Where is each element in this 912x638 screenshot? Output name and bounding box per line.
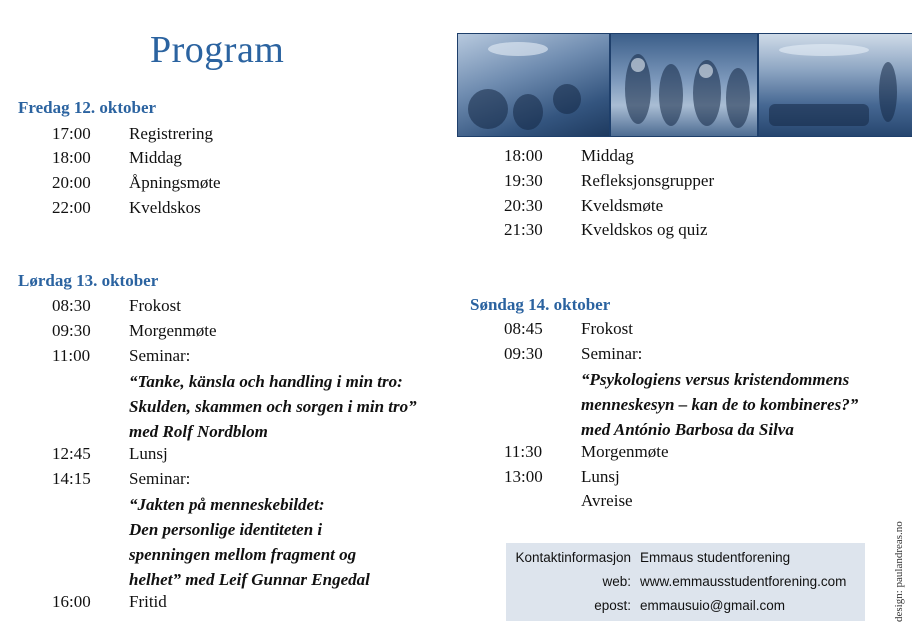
web-link[interactable]: www.emmausstudentforening.com bbox=[640, 574, 847, 589]
time: 11:30 bbox=[504, 442, 543, 461]
seminar-line: spenningen mellom fragment og bbox=[129, 545, 357, 564]
activity: Seminar: bbox=[129, 469, 191, 488]
activity: Middag bbox=[581, 146, 634, 165]
contact-box bbox=[506, 543, 865, 621]
time: 13:00 bbox=[504, 467, 543, 486]
time: 08:45 bbox=[504, 319, 543, 338]
activity: Refleksjonsgrupper bbox=[581, 171, 715, 190]
time: 11:00 bbox=[52, 346, 91, 365]
time: 09:30 bbox=[52, 321, 91, 340]
photo-strip bbox=[457, 33, 912, 137]
activity: Åpningsmøte bbox=[129, 173, 221, 192]
time: 16:00 bbox=[52, 592, 91, 611]
activity: Kveldsmøte bbox=[581, 196, 664, 215]
time: 08:30 bbox=[52, 296, 91, 315]
activity: Frokost bbox=[581, 319, 633, 338]
activity: Registrering bbox=[129, 124, 214, 143]
time: 22:00 bbox=[52, 198, 91, 217]
photo-group-running bbox=[609, 34, 758, 136]
contact-label: Kontaktinformasjon bbox=[515, 550, 631, 565]
activity: Middag bbox=[129, 148, 182, 167]
seminar-line: “Psykologiens versus kristendommens bbox=[581, 370, 850, 389]
photo-dining-hall bbox=[458, 34, 609, 136]
activity: Lunsj bbox=[129, 444, 168, 463]
activity: Morgenmøte bbox=[129, 321, 217, 340]
activity: Seminar: bbox=[129, 346, 191, 365]
time: 14:15 bbox=[52, 469, 91, 488]
activity: Seminar: bbox=[581, 344, 643, 363]
time: 12:45 bbox=[52, 444, 91, 463]
contact-name: Emmaus studentforening bbox=[640, 550, 791, 565]
saturday-heading: Lørdag 13. oktober bbox=[18, 271, 159, 290]
seminar-line: Den personlige identiteten i bbox=[129, 520, 323, 539]
time: 18:00 bbox=[504, 146, 543, 165]
page-title: Program bbox=[150, 29, 285, 71]
seminar-line: med Rolf Nordblom bbox=[129, 422, 268, 441]
photo-meeting-room bbox=[757, 34, 912, 136]
activity: Morgenmøte bbox=[581, 442, 669, 461]
seminar-line: med António Barbosa da Silva bbox=[581, 420, 794, 439]
time: 17:00 bbox=[52, 124, 91, 143]
seminar-line: “Tanke, känsla och handling i min tro: bbox=[129, 372, 403, 391]
activity: Kveldskos bbox=[129, 198, 201, 217]
seminar-description bbox=[581, 367, 858, 442]
time: 18:00 bbox=[52, 148, 91, 167]
seminar-line: helhet” med Leif Gunnar Engedal bbox=[129, 570, 370, 589]
activity: Frokost bbox=[129, 296, 181, 315]
time: 09:30 bbox=[504, 344, 543, 363]
seminar-line: Skulden, skammen och sorgen i min tro” bbox=[129, 397, 417, 416]
time: 21:30 bbox=[504, 220, 543, 239]
seminar-line: menneskesyn – kan de to kombineres?” bbox=[581, 395, 859, 414]
seminar-description bbox=[129, 492, 370, 592]
contact-label: epost: bbox=[594, 598, 631, 613]
time: 19:30 bbox=[504, 171, 543, 190]
friday-heading: Fredag 12. oktober bbox=[18, 98, 157, 117]
design-credit: design: paulandreas.no bbox=[893, 521, 905, 622]
time: 20:00 bbox=[52, 173, 91, 192]
activity: Avreise bbox=[581, 491, 633, 510]
seminar-description bbox=[129, 369, 417, 444]
time: 20:30 bbox=[504, 196, 543, 215]
email-link[interactable]: emmausuio@gmail.com bbox=[640, 598, 785, 613]
contact-label: web: bbox=[602, 574, 631, 589]
seminar-line: “Jakten på menneskebildet: bbox=[129, 495, 325, 514]
activity: Kveldskos og quiz bbox=[581, 220, 708, 239]
sunday-heading: Søndag 14. oktober bbox=[470, 295, 611, 314]
activity: Lunsj bbox=[581, 467, 620, 486]
activity: Fritid bbox=[129, 592, 167, 611]
